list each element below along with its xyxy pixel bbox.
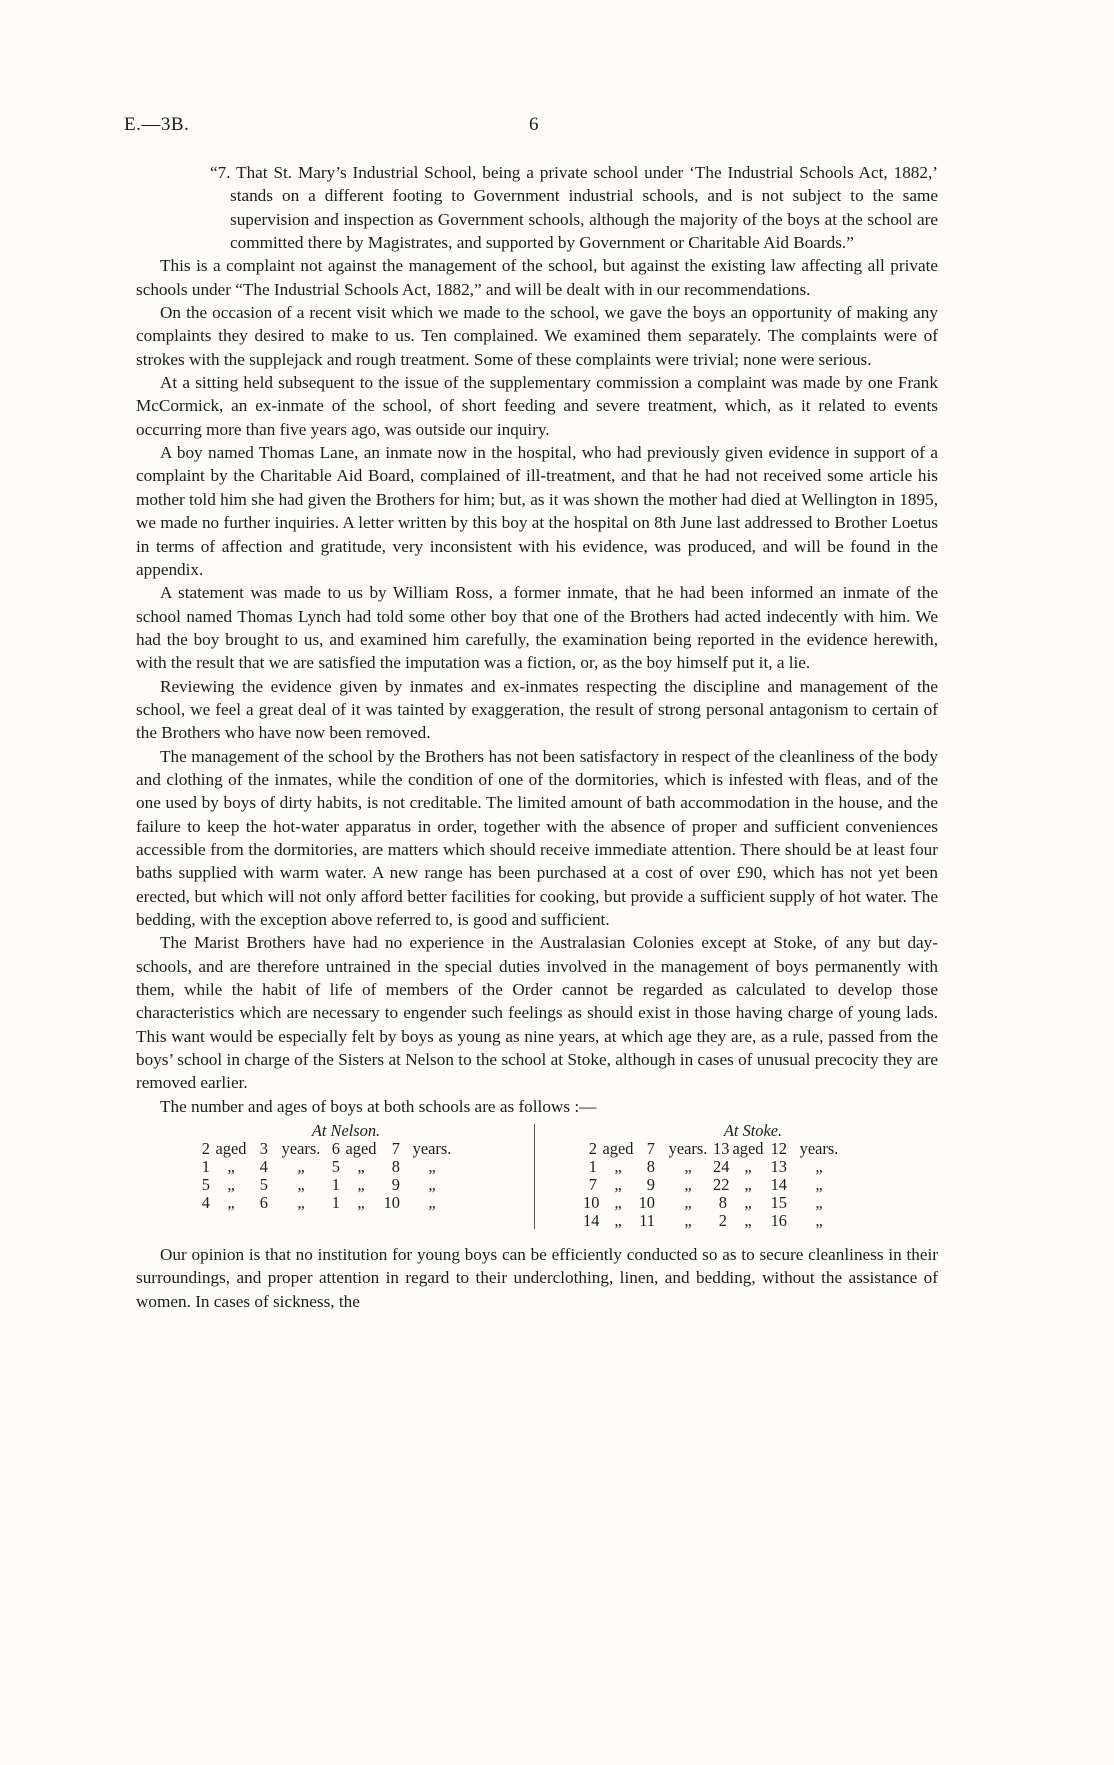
table-cell: „ [744, 1175, 752, 1195]
table-cell: 10 [383, 1193, 400, 1213]
table-cell: 24 [713, 1157, 730, 1177]
page-header [0, 114, 1114, 144]
body-paragraph: At a sitting held subsequent to the issue of the supplementary commission a complaint was made by one Frank McCormick, an ex-inmate of the school, of short feeding and severe treatment, which, as it related to events occurring more than five years ago, was outside our inquiry. [136, 373, 938, 439]
table-cell: 7 [391, 1139, 400, 1159]
table-row [196, 1140, 496, 1158]
table-cell: years. [668, 1139, 708, 1159]
table-cell: years. [799, 1139, 839, 1159]
body-paragraph: On the occasion of a recent visit which we made to the school, we gave the boys an opportunity of making any complaints they desired to make to us. Ten complained. We examined them separately. The complaints were of strokes with the supplejack and rough treatment. Some of these complaints were trivial; none were serious. [136, 303, 938, 369]
table-cell: „ [815, 1193, 823, 1213]
table-cell: „ [744, 1157, 752, 1177]
table-divider [534, 1124, 535, 1229]
table-cell: 22 [713, 1175, 730, 1195]
table-cell: „ [744, 1211, 752, 1231]
nelson-table-title: At Nelson. [311, 1121, 381, 1141]
table-cell: „ [428, 1175, 436, 1195]
table-cell: aged [215, 1139, 247, 1159]
body-paragraph: Reviewing the evidence given by inmates and ex-inmates respecting the discipline and management of the school, we feel a great deal of it was tainted by exaggeration, the result of strong personal antagonism to certain of the Brothers who have now been removed. [136, 676, 938, 743]
table-cell: 13 [770, 1157, 787, 1177]
body-paragraph: A boy named Thomas Lane, an inmate now in the hospital, who had previously given evidence in support of a complaint by the Charitable Aid Board, complained of ill-treatment, and that he had not received some article his mother told him she had given the Brothers for him; but, as it was shown the mother had died at Wellington in 1895, we made no further inquiries. A letter written by this boy at the hospital on 8th June last addressed to Brother Loetus in terms of affection and gratitude, very inconsistent with his evidence, was produced, and will be found in the appendix. [136, 443, 938, 579]
table-cell: 11 [639, 1211, 655, 1231]
body-paragraph: The management of the school by the Brothers has not been satisfactory in respect of the cleanliness of the body and clothing of the inmates, while the condition of one of the dormitories, which is infested with fleas, and of the one used by boys of dirty habits, is not creditable. The limited amount of bath accommodation in the house, and the failure to keep the hot-water apparatus in order, together with the absence of proper and sufficient conveniences accessible from the dormitories, are matters which should receive immediate attention. There should be at least four baths supplied with warm water. A new range has been purchased at a cost of over £90, which has not yet been erected, but which will not only afford better facilities for cooking, but provide a sufficient supply of hot water. The bedding, with the exception above referred to, is good and sufficient. [136, 746, 938, 929]
table-cell: „ [684, 1157, 692, 1177]
table-cell: 4 [201, 1193, 210, 1213]
table-cell: 8 [646, 1157, 655, 1177]
table-cell: „ [428, 1157, 436, 1177]
table-cell: „ [428, 1193, 436, 1213]
table-cell: „ [357, 1193, 365, 1213]
document-reference: E.—3B. [124, 114, 190, 135]
table-cell: „ [297, 1175, 305, 1195]
table-cell: „ [227, 1157, 235, 1177]
table-cell: 14 [583, 1211, 600, 1231]
table-cell: 2 [201, 1139, 210, 1159]
table-cell: „ [297, 1193, 305, 1213]
table-cell: 9 [646, 1175, 655, 1195]
table-cell: 7 [646, 1139, 655, 1159]
table-cell: 10 [638, 1193, 655, 1213]
table-cell: years. [412, 1139, 452, 1159]
quoted-complaint-paragraph: “7. That St. Mary’s Industrial School, being a private school under ‘The Industrial Schools Act, 1882,’ stands on a different footing to Government industrial schools, and is not subject to the same supervision and inspection as Government schools, although the majority of the boys at the school are committed there by Magistrates, and supported by Government or Charitable Aid Boards.” [210, 163, 938, 253]
table-cell: „ [614, 1211, 622, 1231]
body-text [136, 161, 938, 1313]
stoke-table-title: At Stoke. [723, 1121, 783, 1141]
table-cell: 5 [259, 1175, 268, 1195]
table-cell: 2 [588, 1139, 597, 1159]
body-paragraph: Our opinion is that no institution for young boys can be efficiently conducted so as to secure cleanliness in their surroundings, and proper attention in regard to their underclothing, linen, and bedding, without the assistance of women. In cases of sickness, the [136, 1245, 938, 1311]
table-cell: „ [357, 1175, 365, 1195]
table-row [583, 1194, 923, 1212]
table-cell: „ [684, 1211, 692, 1231]
table-cell: 2 [718, 1211, 727, 1231]
table-cell: „ [357, 1157, 365, 1177]
table-row [196, 1194, 496, 1212]
table-cell: 1 [331, 1175, 340, 1195]
table-cell: 1 [331, 1193, 340, 1213]
table-cell: 9 [391, 1175, 400, 1195]
table-row [583, 1140, 923, 1158]
table-cell: 1 [201, 1157, 210, 1177]
table-cell: years. [281, 1139, 321, 1159]
table-row [196, 1158, 496, 1176]
table-cell: „ [815, 1211, 823, 1231]
table-cell: „ [684, 1193, 692, 1213]
table-cell: 1 [588, 1157, 597, 1177]
table-row [583, 1158, 923, 1176]
table-cell: 16 [770, 1211, 787, 1231]
table-cell: 14 [770, 1175, 787, 1195]
nelson-ages-table [196, 1122, 496, 1212]
table-cell: 4 [259, 1157, 268, 1177]
table-cell: 15 [770, 1193, 787, 1213]
table-cell: 10 [583, 1193, 600, 1213]
table-cell: „ [227, 1193, 235, 1213]
table-cell: 6 [259, 1193, 268, 1213]
table-row [583, 1212, 923, 1230]
table-cell: „ [227, 1175, 235, 1195]
table-cell: „ [744, 1193, 752, 1213]
table-cell: 5 [201, 1175, 210, 1195]
table-cell: 5 [331, 1157, 340, 1177]
table-cell: „ [614, 1193, 622, 1213]
table-cell: 12 [770, 1139, 787, 1159]
table-cell: 3 [259, 1139, 268, 1159]
page-number: 6 [529, 114, 539, 135]
body-paragraph: This is a complaint not against the management of the school, but against the existing law affecting all private schools under “The Industrial Schools Act, 1882,” and will be dealt with in our recommendations. [136, 256, 938, 299]
ages-tables [136, 1122, 938, 1231]
table-cell: 6 [331, 1139, 340, 1159]
table-cell: 13 [713, 1139, 730, 1159]
table-row [583, 1176, 923, 1194]
table-cell: „ [297, 1157, 305, 1177]
table-cell: „ [815, 1157, 823, 1177]
table-cell: „ [614, 1175, 622, 1195]
body-paragraph: A statement was made to us by William Ross, a former inmate, that he had been informed an inmate of the school named Thomas Lynch had told some other boy that one of the Brothers had acted indecently with him. We had the boy brought to us, and examined him carefully, the examination being reported in the evidence herewith, with the result that we are satisfied the imputation was a fiction, or, as the boy himself put it, a lie. [136, 583, 938, 673]
table-row [196, 1176, 496, 1194]
table-cell: aged [345, 1139, 377, 1159]
table-cell: aged [732, 1139, 764, 1159]
table-cell: aged [602, 1139, 634, 1159]
table-cell: „ [614, 1157, 622, 1177]
table-cell: 8 [718, 1193, 727, 1213]
table-cell: 7 [588, 1175, 597, 1195]
body-paragraph: The Marist Brothers have had no experience in the Australasian Colonies except at Stoke, of any but day-schools, and are therefore untrained in the special duties involved in the management of boys permanently with them, while the habit of life of members of the Order cannot be regarded as calculated to develop those characteristics which are necessary to engender such feelings as should exist in those having charge of young lads. This want would be especially felt by boys as young as nine years, at which age they are, as a rule, passed from the boys’ school in charge of the Sisters at Nelson to the school at Stoke, although in cases of unusual precocity they are removed earlier. [136, 933, 938, 1093]
table-cell: „ [815, 1175, 823, 1195]
table-intro-paragraph: The number and ages of boys at both schools are as follows :— [160, 1096, 597, 1116]
table-cell: 8 [391, 1157, 400, 1177]
table-cell: „ [684, 1175, 692, 1195]
stoke-ages-table [583, 1122, 923, 1230]
